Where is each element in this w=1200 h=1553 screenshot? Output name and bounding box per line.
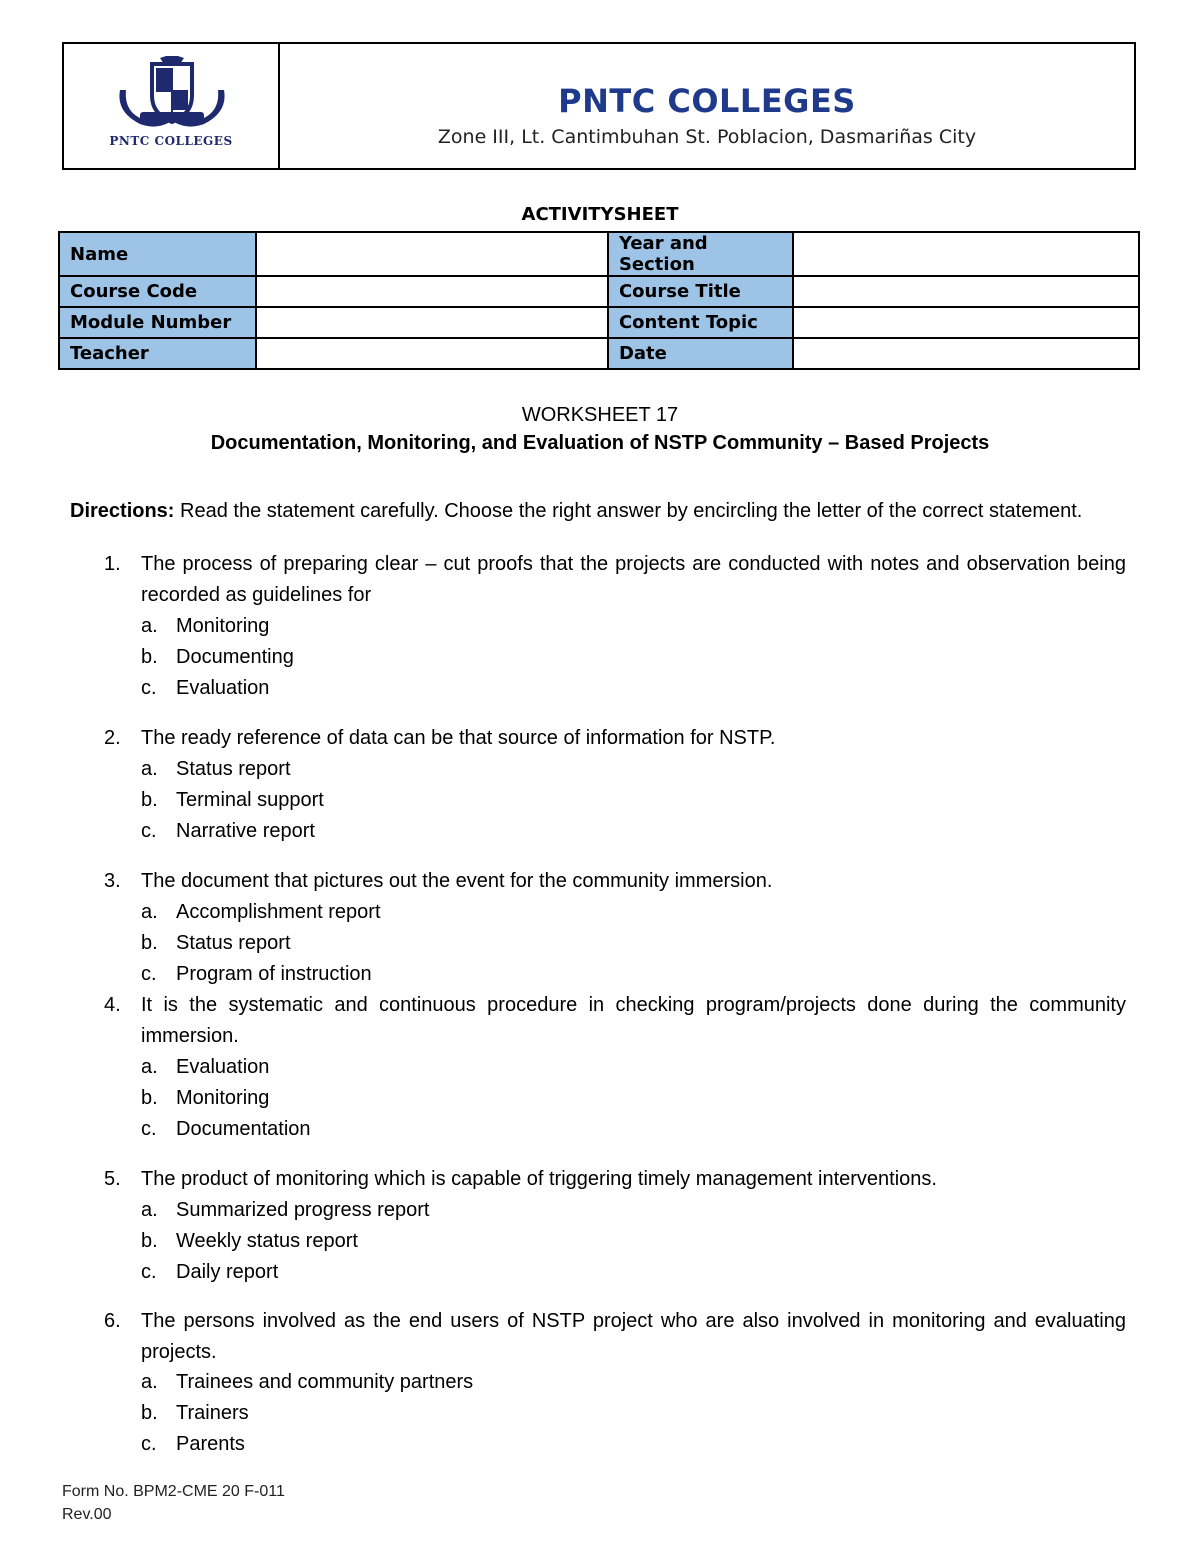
question-number: 3. — [104, 870, 121, 892]
directions — [70, 498, 1126, 524]
question-stem: The ready reference of data can be that source of information for NSTP. — [141, 727, 776, 749]
college-name: PNTC COLLEGES — [558, 82, 856, 120]
course-title-label: Course Title — [608, 276, 793, 307]
module-number-field[interactable] — [256, 307, 608, 338]
option-4b[interactable]: b. Monitoring — [141, 1087, 270, 1109]
question-number: 5. — [104, 1168, 121, 1190]
option-1b[interactable]: b. Documenting — [141, 646, 294, 668]
table-row — [59, 307, 1139, 338]
name-field[interactable] — [256, 232, 608, 276]
date-label: Date — [608, 338, 793, 369]
course-code-field[interactable] — [256, 276, 608, 307]
question-number: 2. — [104, 727, 121, 749]
student-info-table — [58, 231, 1140, 370]
option-3a[interactable]: a. Accomplishment report — [141, 901, 381, 923]
directions-text: Read the statement carefully. Choose the right answer by encircling the letter of the correct statement. — [180, 500, 1083, 522]
page-footer — [62, 1480, 285, 1526]
option-1c[interactable]: c. Evaluation — [141, 677, 270, 699]
content-topic-field[interactable] — [793, 307, 1139, 338]
question-number: 6. — [104, 1310, 121, 1332]
question-6 — [104, 1306, 1126, 1368]
year-section-field[interactable] — [793, 232, 1139, 276]
option-2c[interactable]: c. Narrative report — [141, 820, 315, 842]
table-row — [59, 276, 1139, 307]
question-3 — [104, 866, 1126, 897]
option-2b[interactable]: b. Terminal support — [141, 789, 324, 811]
college-crest-logo — [110, 56, 234, 136]
question-stem: It is the systematic and continuous procedure in checking program/projects done during the community immersion. — [141, 994, 1126, 1047]
question-4 — [104, 990, 1126, 1052]
college-title-cell — [280, 44, 1134, 168]
course-title-field[interactable] — [793, 276, 1139, 307]
worksheet-subtitle: Documentation, Monitoring, and Evaluation of NSTP Community – Based Projects — [210, 432, 990, 454]
option-3c[interactable]: c. Program of instruction — [141, 963, 372, 985]
table-row — [59, 338, 1139, 369]
question-2 — [104, 723, 1126, 754]
option-5c[interactable]: c. Daily report — [141, 1261, 279, 1283]
question-1 — [104, 549, 1126, 611]
option-3b[interactable]: b. Status report — [141, 932, 291, 954]
revision: Rev.00 — [62, 1506, 112, 1523]
option-5a[interactable]: a. Summarized progress report — [141, 1199, 430, 1221]
date-field[interactable] — [793, 338, 1139, 369]
option-6a[interactable]: a. Trainees and community partners — [141, 1371, 474, 1393]
question-stem: The process of preparing clear – cut proofs that the projects are conducted with notes and observation being recorded as guidelines for — [141, 553, 1126, 606]
letterhead — [62, 42, 1136, 170]
question-number: 4. — [104, 994, 121, 1016]
question-number: 1. — [104, 553, 121, 575]
question-5 — [104, 1164, 1126, 1195]
option-6c[interactable]: c. Parents — [141, 1433, 245, 1455]
question-stem: The persons involved as the end users of NSTP project who are also involved in monitoring and evaluating projects. — [141, 1310, 1126, 1363]
option-5b[interactable]: b. Weekly status report — [141, 1230, 358, 1252]
teacher-label: Teacher — [59, 338, 256, 369]
course-code-label: Course Code — [59, 276, 256, 307]
college-address: Zone III, Lt. Cantimbuhan St. Poblacion, Dasmariñas City — [437, 126, 977, 148]
option-2a[interactable]: a. Status report — [141, 758, 291, 780]
form-number: Form No. BPM2-CME 20 F-011 — [62, 1483, 285, 1500]
worksheet-title: WORKSHEET 17 — [521, 404, 679, 426]
teacher-field[interactable] — [256, 338, 608, 369]
name-label: Name — [59, 232, 256, 276]
option-4c[interactable]: c. Documentation — [141, 1118, 311, 1140]
activity-sheet-title: ACTIVITYSHEET — [521, 204, 679, 225]
question-stem: The document that pictures out the event for the community immersion. — [141, 870, 773, 892]
directions-label: Directions: — [70, 500, 175, 522]
option-6b[interactable]: b. Trainers — [141, 1402, 249, 1424]
year-section-label: Year and Section — [608, 232, 793, 276]
content-topic-label: Content Topic — [608, 307, 793, 338]
question-stem: The product of monitoring which is capable of triggering timely management interventions. — [141, 1168, 937, 1190]
logo-cell — [64, 44, 280, 168]
table-row — [59, 232, 1139, 276]
option-4a[interactable]: a. Evaluation — [141, 1056, 270, 1078]
option-1a[interactable]: a. Monitoring — [141, 615, 270, 637]
logo-caption: PNTC COLLEGES — [109, 134, 233, 148]
module-number-label: Module Number — [59, 307, 256, 338]
